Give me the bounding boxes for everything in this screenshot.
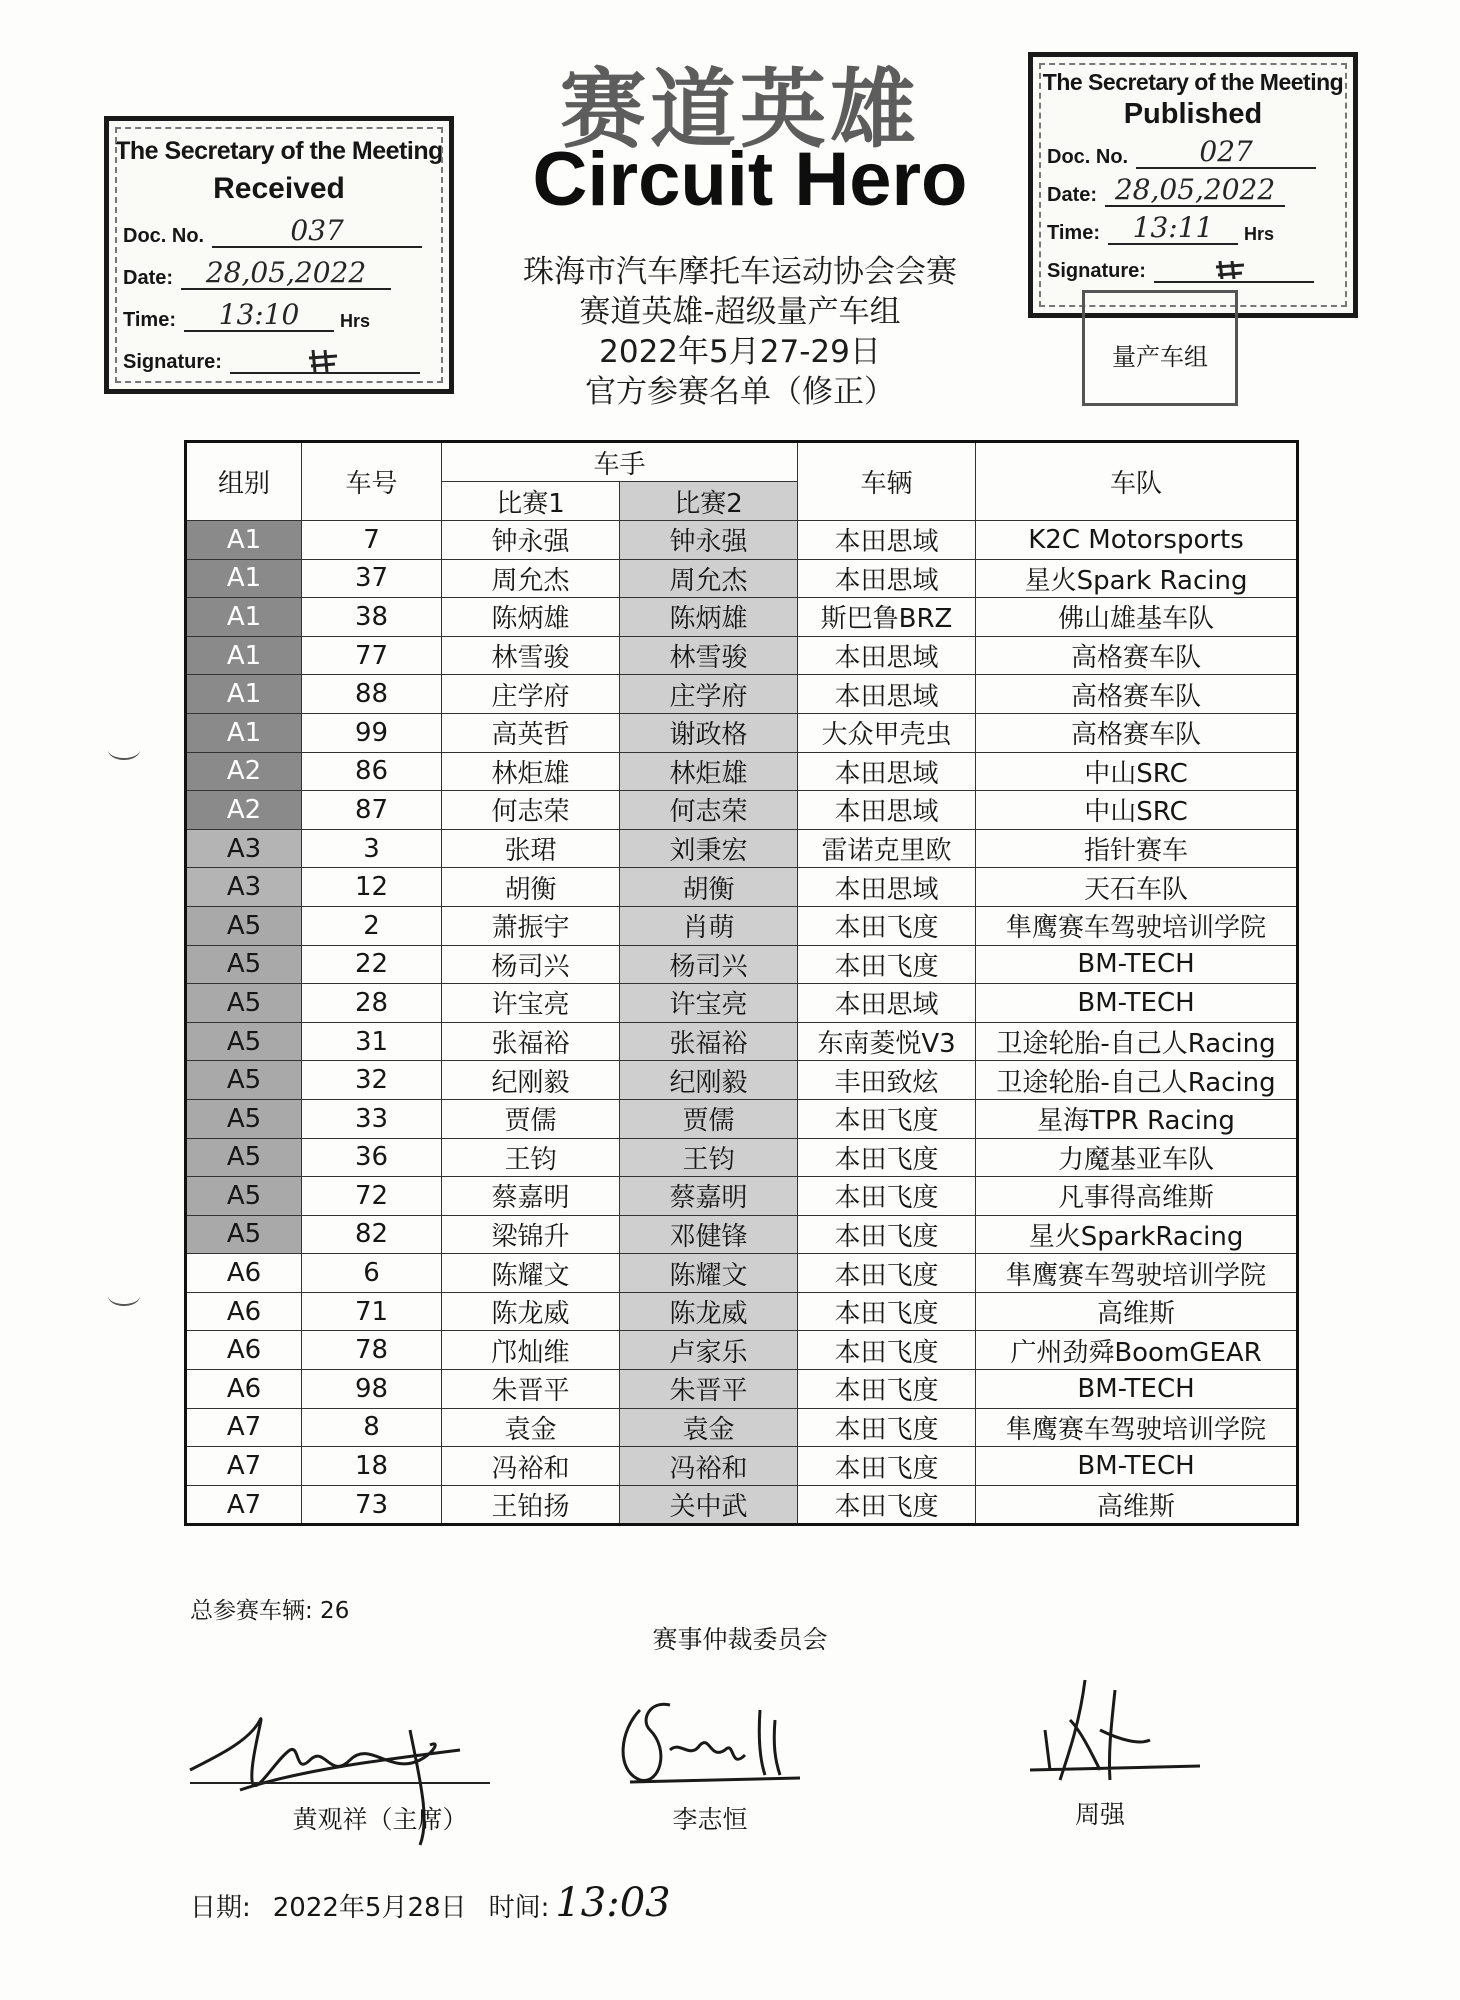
cell-car-no: 18 xyxy=(302,1447,442,1486)
cell-team: 佛山雄基车队 xyxy=(976,598,1298,637)
total-entries: 总参赛车辆: 26 xyxy=(190,1598,350,1624)
cell-race1-driver: 周允杰 xyxy=(442,559,620,598)
cell-race2-driver: 张福裕 xyxy=(620,1022,798,1061)
table-row xyxy=(186,598,1298,637)
doc-no-value: 027 xyxy=(1136,137,1316,169)
cell-group: A2 xyxy=(186,752,302,791)
cell-team: 天石车队 xyxy=(976,868,1298,907)
entry-list-table xyxy=(184,440,1299,1526)
cell-car-no: 37 xyxy=(302,559,442,598)
table-row xyxy=(186,1485,1298,1525)
table-row xyxy=(186,906,1298,945)
cell-car-no: 98 xyxy=(302,1370,442,1409)
cell-group: A5 xyxy=(186,1215,302,1254)
cell-race1-driver: 朱晋平 xyxy=(442,1370,620,1409)
table-row xyxy=(186,521,1298,560)
doc-no-value: 037 xyxy=(212,216,422,248)
cell-vehicle: 本田飞度 xyxy=(798,1447,976,1486)
signatory-name: 周强 xyxy=(1074,1800,1125,1829)
table-row xyxy=(186,713,1298,752)
table-row xyxy=(186,1138,1298,1177)
cell-team: 卫途轮胎-自己人Racing xyxy=(976,1061,1298,1100)
cell-vehicle: 大众甲壳虫 xyxy=(798,713,976,752)
cell-team: BM-TECH xyxy=(976,984,1298,1023)
cell-car-no: 8 xyxy=(302,1408,442,1447)
cell-race1-driver: 许宝亮 xyxy=(442,984,620,1023)
cell-group: A1 xyxy=(186,559,302,598)
cell-race2-driver: 何志荣 xyxy=(620,791,798,830)
cell-car-no: 6 xyxy=(302,1254,442,1293)
cell-vehicle: 本田思域 xyxy=(798,675,976,714)
title-chinese: 赛道英雄 xyxy=(560,60,920,160)
cell-team: 星海TPR Racing xyxy=(976,1099,1298,1138)
cell-race1-driver: 冯裕和 xyxy=(442,1447,620,1486)
cell-team: 星火SparkRacing xyxy=(976,1215,1298,1254)
table-row xyxy=(186,1254,1298,1293)
cell-vehicle: 本田飞度 xyxy=(798,1254,976,1293)
stamp-title: The Secretary of the Meeting xyxy=(1042,69,1344,95)
cell-car-no: 32 xyxy=(302,1061,442,1100)
cell-team: 力魔基亚车队 xyxy=(976,1138,1298,1177)
table-row xyxy=(186,791,1298,830)
time-label: 时间: xyxy=(488,1893,550,1923)
cell-race2-driver: 杨司兴 xyxy=(620,945,798,984)
cell-race1-driver: 王铂扬 xyxy=(442,1485,620,1525)
cell-race1-driver: 张珺 xyxy=(442,829,620,868)
member-signature xyxy=(610,1690,810,1790)
date-value: 28,05,2022 xyxy=(181,258,391,290)
cell-car-no: 82 xyxy=(302,1215,442,1254)
cell-team: 隼鹰赛车驾驶培训学院 xyxy=(976,1408,1298,1447)
table-row xyxy=(186,1177,1298,1216)
time-value: 13:11 xyxy=(1108,213,1238,245)
cell-team: 隼鹰赛车驾驶培训学院 xyxy=(976,1254,1298,1293)
cell-car-no: 77 xyxy=(302,636,442,675)
cell-car-no: 12 xyxy=(302,868,442,907)
cell-group: A6 xyxy=(186,1370,302,1409)
signature-label: Signature: xyxy=(123,351,222,373)
cell-race2-driver: 陈龙威 xyxy=(620,1292,798,1331)
cell-vehicle: 本田飞度 xyxy=(798,906,976,945)
stamp-received xyxy=(104,116,454,394)
cell-race2-driver: 钟永强 xyxy=(620,521,798,560)
cell-group: A3 xyxy=(186,829,302,868)
cell-team: 中山SRC xyxy=(976,791,1298,830)
cell-race2-driver: 林炬雄 xyxy=(620,752,798,791)
cell-group: A5 xyxy=(186,945,302,984)
signatory-name: 李志恒 xyxy=(672,1805,748,1834)
time-label: Time: xyxy=(123,309,176,331)
cell-race2-driver: 冯裕和 xyxy=(620,1447,798,1486)
cell-vehicle: 本田思域 xyxy=(798,636,976,675)
signature-label: Signature: xyxy=(1047,260,1146,282)
cell-race2-driver: 陈耀文 xyxy=(620,1254,798,1293)
document-title: 官方参赛名单（修正） xyxy=(585,374,895,410)
cell-vehicle: 本田飞度 xyxy=(798,1485,976,1525)
cell-race1-driver: 钟永强 xyxy=(442,521,620,560)
cell-team: 高维斯 xyxy=(976,1485,1298,1525)
event-dates: 2022年5月27-29日 xyxy=(599,334,881,370)
cell-vehicle: 本田飞度 xyxy=(798,1138,976,1177)
cell-race1-driver: 陈龙威 xyxy=(442,1292,620,1331)
date-value: 2022年5月28日 xyxy=(272,1893,467,1923)
cell-vehicle: 本田思域 xyxy=(798,868,976,907)
cell-team: BM-TECH xyxy=(976,1370,1298,1409)
punch-hole-mark xyxy=(108,740,140,760)
cell-car-no: 22 xyxy=(302,945,442,984)
cell-race1-driver: 庄学府 xyxy=(442,675,620,714)
stamp-date-row xyxy=(1047,175,1353,207)
doc-no-label: Doc. No. xyxy=(123,225,205,247)
stamp-doc-row xyxy=(123,212,449,248)
cell-vehicle: 本田飞度 xyxy=(798,1177,976,1216)
col-header-vehicle: 车辆 xyxy=(798,442,976,521)
cell-group: A1 xyxy=(186,713,302,752)
table-header-row xyxy=(186,442,1298,482)
table-row xyxy=(186,1408,1298,1447)
event-class: 赛道英雄-超级量产车组 xyxy=(579,294,901,330)
cell-race1-driver: 陈耀文 xyxy=(442,1254,620,1293)
category-box: 量产车组 xyxy=(1082,290,1238,406)
cell-team: 高格赛车队 xyxy=(976,675,1298,714)
cell-vehicle: 雷诺克里欧 xyxy=(798,829,976,868)
cell-group: A5 xyxy=(186,1177,302,1216)
cell-vehicle: 东南菱悦V3 xyxy=(798,1022,976,1061)
cell-car-no: 88 xyxy=(302,675,442,714)
table-row xyxy=(186,636,1298,675)
cell-team: 高格赛车队 xyxy=(976,713,1298,752)
stamp-published xyxy=(1028,52,1358,318)
cell-race1-driver: 王钧 xyxy=(442,1138,620,1177)
hrs-label: Hrs xyxy=(339,311,370,331)
cell-race1-driver: 何志荣 xyxy=(442,791,620,830)
cell-car-no: 86 xyxy=(302,752,442,791)
cell-group: A6 xyxy=(186,1331,302,1370)
cell-race2-driver: 邓健锋 xyxy=(620,1215,798,1254)
stamp-time-row xyxy=(1047,213,1353,245)
cell-race2-driver: 纪刚毅 xyxy=(620,1061,798,1100)
time-value: 13:03 xyxy=(555,1880,671,1926)
cell-car-no: 78 xyxy=(302,1331,442,1370)
cell-race1-driver: 林炬雄 xyxy=(442,752,620,791)
cell-car-no: 7 xyxy=(302,521,442,560)
cell-race1-driver: 蔡嘉明 xyxy=(442,1177,620,1216)
cell-team: 广州劲舜BoomGEAR xyxy=(976,1331,1298,1370)
cell-vehicle: 本田飞度 xyxy=(798,1408,976,1447)
cell-group: A6 xyxy=(186,1292,302,1331)
cell-group: A7 xyxy=(186,1485,302,1525)
signature-line xyxy=(230,346,420,374)
cell-team: 高维斯 xyxy=(976,1292,1298,1331)
time-value: 13:10 xyxy=(184,300,334,332)
cell-race2-driver: 谢政格 xyxy=(620,713,798,752)
cell-race2-driver: 陈炳雄 xyxy=(620,598,798,637)
cell-race2-driver: 袁金 xyxy=(620,1408,798,1447)
table-row xyxy=(186,1292,1298,1331)
cell-car-no: 72 xyxy=(302,1177,442,1216)
event-organizer: 珠海市汽车摩托车运动协会会赛 xyxy=(523,254,957,290)
cell-race1-driver: 林雪骏 xyxy=(442,636,620,675)
cell-race1-driver: 陈炳雄 xyxy=(442,598,620,637)
punch-hole-mark xyxy=(108,1286,140,1306)
cell-vehicle: 斯巴鲁BRZ xyxy=(798,598,976,637)
cell-group: A1 xyxy=(186,636,302,675)
cell-car-no: 31 xyxy=(302,1022,442,1061)
cell-race2-driver: 关中武 xyxy=(620,1485,798,1525)
cell-team: 指针赛车 xyxy=(976,829,1298,868)
cell-car-no: 87 xyxy=(302,791,442,830)
cell-group: A5 xyxy=(186,1099,302,1138)
cell-car-no: 36 xyxy=(302,1138,442,1177)
cell-team: 凡事得高维斯 xyxy=(976,1177,1298,1216)
cell-race1-driver: 高英哲 xyxy=(442,713,620,752)
cell-group: A5 xyxy=(186,1022,302,1061)
cell-group: A5 xyxy=(186,1138,302,1177)
cell-vehicle: 本田飞度 xyxy=(798,1099,976,1138)
table-row xyxy=(186,1099,1298,1138)
cell-race1-driver: 邝灿维 xyxy=(442,1331,620,1370)
title-english: Circuit Hero xyxy=(532,137,968,222)
col-header-driver: 车手 xyxy=(442,442,798,482)
hrs-label: Hrs xyxy=(1243,224,1274,244)
table-row xyxy=(186,945,1298,984)
stamp-title: The Secretary of the Meeting xyxy=(115,137,443,165)
cell-vehicle: 本田飞度 xyxy=(798,945,976,984)
committee-title: 赛事仲裁委员会 xyxy=(652,1625,828,1654)
cell-team: BM-TECH xyxy=(976,1447,1298,1486)
table-row xyxy=(186,559,1298,598)
cell-car-no: 38 xyxy=(302,598,442,637)
date-value: 28,05,2022 xyxy=(1105,175,1285,207)
cell-vehicle: 本田思域 xyxy=(798,521,976,560)
cell-race2-driver: 卢家乐 xyxy=(620,1331,798,1370)
cell-race2-driver: 林雪骏 xyxy=(620,636,798,675)
table-row xyxy=(186,1061,1298,1100)
stamp-time-row xyxy=(123,296,449,332)
cell-car-no: 2 xyxy=(302,906,442,945)
stamp-signature-row xyxy=(123,338,449,374)
cell-race2-driver: 刘秉宏 xyxy=(620,829,798,868)
time-label: Time: xyxy=(1047,222,1100,244)
date-label: 日期: xyxy=(190,1893,251,1923)
col-header-race2: 比赛2 xyxy=(620,482,798,521)
cell-group: A7 xyxy=(186,1408,302,1447)
stamp-status: Published xyxy=(1123,98,1263,130)
cell-race1-driver: 袁金 xyxy=(442,1408,620,1447)
table-row xyxy=(186,1022,1298,1061)
col-header-group: 组别 xyxy=(186,442,302,521)
cell-team: 隼鹰赛车驾驶培训学院 xyxy=(976,906,1298,945)
cell-race1-driver: 梁锦升 xyxy=(442,1215,620,1254)
cell-race2-driver: 周允杰 xyxy=(620,559,798,598)
stamp-doc-row xyxy=(1047,137,1353,169)
cell-race1-driver: 胡衡 xyxy=(442,868,620,907)
cell-group: A2 xyxy=(186,791,302,830)
table-row xyxy=(186,868,1298,907)
table-row xyxy=(186,1447,1298,1486)
signatory-name: 黄观祥（主席） xyxy=(292,1805,468,1834)
table-row xyxy=(186,829,1298,868)
signature-line xyxy=(190,1782,490,1784)
cell-race1-driver: 萧振宇 xyxy=(442,906,620,945)
cell-race2-driver: 许宝亮 xyxy=(620,984,798,1023)
cell-team: 中山SRC xyxy=(976,752,1298,791)
cell-vehicle: 本田思域 xyxy=(798,559,976,598)
cell-race2-driver: 庄学府 xyxy=(620,675,798,714)
cell-race2-driver: 王钧 xyxy=(620,1138,798,1177)
col-header-car-no: 车号 xyxy=(302,442,442,521)
cell-car-no: 73 xyxy=(302,1485,442,1525)
cell-group: A3 xyxy=(186,868,302,907)
table-row xyxy=(186,752,1298,791)
table-row xyxy=(186,1215,1298,1254)
cell-vehicle: 本田思域 xyxy=(798,791,976,830)
initials-scribble xyxy=(305,346,345,376)
cell-race1-driver: 张福裕 xyxy=(442,1022,620,1061)
cell-race2-driver: 胡衡 xyxy=(620,868,798,907)
cell-team: K2C Motorsports xyxy=(976,521,1298,560)
cell-team: BM-TECH xyxy=(976,945,1298,984)
cell-group: A6 xyxy=(186,1254,302,1293)
stamp-date-row xyxy=(123,254,449,290)
cell-group: A1 xyxy=(186,675,302,714)
cell-group: A5 xyxy=(186,984,302,1023)
cell-vehicle: 本田思域 xyxy=(798,752,976,791)
cell-race2-driver: 肖萌 xyxy=(620,906,798,945)
cell-vehicle: 本田飞度 xyxy=(798,1331,976,1370)
cell-vehicle: 本田思域 xyxy=(798,984,976,1023)
col-header-race1: 比赛1 xyxy=(442,482,620,521)
cell-group: A1 xyxy=(186,521,302,560)
cell-vehicle: 本田飞度 xyxy=(798,1215,976,1254)
cell-car-no: 33 xyxy=(302,1099,442,1138)
cell-race1-driver: 杨司兴 xyxy=(442,945,620,984)
table-row xyxy=(186,1370,1298,1409)
cell-vehicle: 本田飞度 xyxy=(798,1292,976,1331)
doc-no-label: Doc. No. xyxy=(1047,146,1129,168)
stamp-signature-row xyxy=(1047,251,1353,283)
cell-team: 高格赛车队 xyxy=(976,636,1298,675)
member-signature xyxy=(1000,1670,1200,1790)
date-label: Date: xyxy=(1047,184,1098,206)
cell-car-no: 71 xyxy=(302,1292,442,1331)
cell-car-no: 3 xyxy=(302,829,442,868)
cell-team: 星火Spark Racing xyxy=(976,559,1298,598)
cell-car-no: 28 xyxy=(302,984,442,1023)
table-row xyxy=(186,1331,1298,1370)
cell-group: A5 xyxy=(186,1061,302,1100)
signature-line xyxy=(1154,257,1314,283)
table-row xyxy=(186,984,1298,1023)
cell-race1-driver: 纪刚毅 xyxy=(442,1061,620,1100)
initials-scribble xyxy=(1214,257,1254,283)
cell-vehicle: 本田飞度 xyxy=(798,1370,976,1409)
cell-group: A7 xyxy=(186,1447,302,1486)
cell-group: A5 xyxy=(186,906,302,945)
cell-race2-driver: 蔡嘉明 xyxy=(620,1177,798,1216)
cell-race2-driver: 朱晋平 xyxy=(620,1370,798,1409)
cell-team: 卫途轮胎-自己人Racing xyxy=(976,1022,1298,1061)
cell-race1-driver: 贾儒 xyxy=(442,1099,620,1138)
table-row xyxy=(186,675,1298,714)
cell-car-no: 99 xyxy=(302,713,442,752)
cell-group: A1 xyxy=(186,598,302,637)
col-header-team: 车队 xyxy=(976,442,1298,521)
signing-date-time xyxy=(190,1880,671,1926)
cell-race2-driver: 贾儒 xyxy=(620,1099,798,1138)
stamp-status: Received xyxy=(213,172,345,205)
entry-table-body xyxy=(186,521,1298,1525)
date-label: Date: xyxy=(123,267,174,289)
cell-vehicle: 丰田致炫 xyxy=(798,1061,976,1100)
